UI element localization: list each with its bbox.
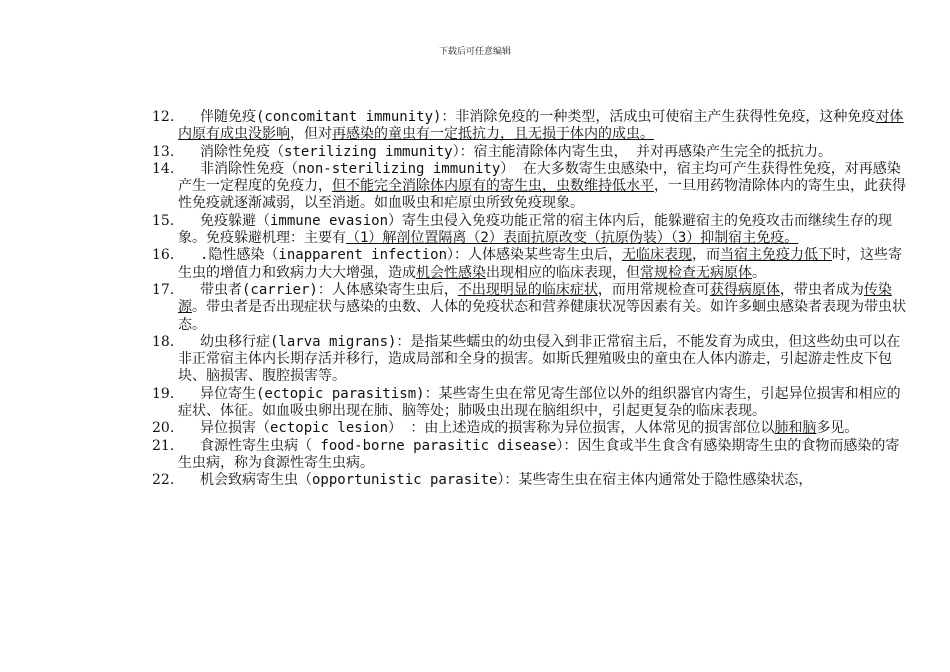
entry-text: 异位损害（ectopic lesion） ：由上述造成的损害称为异位损害，人体常见的损害部位以 xyxy=(200,420,775,437)
definition-entry xyxy=(152,161,912,213)
entry-text: 非消除性免疫（non-sterilizing immunity） 在大多数寄生虫感染中，宿主均可产生获得性免疫，对再感染产生一定程度的免疫力， xyxy=(178,160,901,195)
entry-text: 时，这些寄生虫的增值力和致病力大大增强，造成 xyxy=(178,247,903,281)
entry-text: .隐性感染（inapparent infection）：人体感染某些寄生虫后， xyxy=(200,247,623,264)
entry-number: 16. xyxy=(152,247,175,264)
underlined-text: 传染源 xyxy=(178,281,892,316)
underlined-text: （1）解剖位置隔离（2）表面抗原改变（抗原伪装）（3）抑制宿主免疫。 xyxy=(346,230,799,247)
definition-entry xyxy=(152,472,912,489)
entry-text: ，但对 xyxy=(290,126,332,143)
entry-text: 带虫者(carrier)：人体感染寄生虫后， xyxy=(200,281,458,298)
definition-entry xyxy=(152,247,912,282)
definition-entry xyxy=(152,420,912,437)
entry-text: 免疫躲避（immune evasion）寄生虫侵入免疫功能正常的宿主体内后，能躲避宿主的免疫攻击而继续生存的现象。免疫躲避机理：主要有 xyxy=(178,212,892,247)
entry-text: 幼虫移行症(larva migrans)：是指某些蠕虫的幼虫侵入到非正常宿主后，不能发育为成虫，但这些幼虫可以在非正常宿主体内长期存活并移行，造成局部和全身的损害。如斯氏狸殖吸虫的童虫在人体内游走，引起游走性皮下包块、脑损害、腹腔损害等。 xyxy=(178,333,901,385)
entry-number: 18. xyxy=(152,333,175,350)
entry-text: 伴随免疫(concomitant immunity)：非消除免疫的一种类型，活成虫可使宿主产生获得性免疫，这种免疫 xyxy=(200,109,876,125)
underlined-text: 获得病原体 xyxy=(709,281,780,298)
definition-entry xyxy=(152,282,912,334)
underlined-text: 常规检查无病原体 xyxy=(640,264,752,281)
document-body xyxy=(152,109,912,490)
entry-number: 12. xyxy=(152,109,175,125)
entry-text: 。带虫者是否出现症状与感染的虫数、人体的免疫状态和营养健康状况等因素有关。如许多蛔虫感染者表现为带虫状态。 xyxy=(178,299,906,333)
underlined-text: 肺和脑 xyxy=(774,420,817,437)
entry-number: 15. xyxy=(152,212,175,229)
underlined-text: 再感染的童虫有一定抵抗力，且无损于体内的成虫。 xyxy=(332,126,654,143)
entry-text: 食源性寄生虫病（ food-borne parasitic disease）：因生食或半生食含有感染期寄生虫的食物而感染的寄生虫病，称为食源性寄生虫病。 xyxy=(178,437,900,471)
underlined-text: 但不能完全消除体内原有的寄生虫，虫数维持低水平 xyxy=(332,178,654,195)
underlined-text: 机会性感染 xyxy=(416,264,486,281)
definition-entry xyxy=(152,334,912,386)
definition-entry xyxy=(152,109,912,144)
entry-number: 21. xyxy=(152,437,175,454)
entry-text: 异位寄生(ectopic parasitism)：某些寄生虫在常见寄生部位以外的组织器官内寄生，引起异位损害和相应的症状、体征。如血吸虫卵出现在肺、脑等处；肺吸虫出现在脑组织中，引起更复杂的临床表现。 xyxy=(178,385,901,420)
entry-text: ，一旦用药物清除体内的寄生虫，此获得性免疫就逐渐减弱，以至消逝。如血吸虫和疟原虫所致免疫现象。 xyxy=(178,178,906,212)
entry-text: 。 xyxy=(752,264,766,281)
definition-entry xyxy=(152,386,912,421)
underlined-text: 当宿主免疫力低下 xyxy=(720,247,833,264)
entry-number: 19. xyxy=(152,385,175,402)
entry-number: 17. xyxy=(152,281,175,298)
entry-number: 22. xyxy=(152,472,175,489)
entry-number: 14. xyxy=(152,160,175,177)
definition-entry xyxy=(152,144,912,161)
entry-number: 13. xyxy=(152,143,175,160)
underlined-text: 无临床表现 xyxy=(622,247,693,264)
entry-text: ，而 xyxy=(692,247,721,264)
underlined-text: 对体内原有成虫没影响 xyxy=(178,109,904,143)
entry-text: 消除性免疫（sterilizing immunity）：宿主能清除体内寄生虫， 并对再感染产生完全的抵抗力。 xyxy=(200,143,833,160)
underlined-text: 不出现明显的临床症状 xyxy=(457,281,598,298)
definition-entry xyxy=(152,438,912,473)
entry-text: ，带虫者成为 xyxy=(779,281,864,298)
entry-text: 出现相应的临床表现，但 xyxy=(486,264,640,281)
entry-text: 多见。 xyxy=(816,420,859,437)
definition-entry xyxy=(152,213,912,248)
page-header-note: 下载后可任意编辑 xyxy=(438,47,511,57)
entry-text: 机会致病寄生虫（opportunistic parasite）：某些寄生虫在宿主体内通常处于隐性感染状态， xyxy=(200,472,813,489)
entry-number: 20. xyxy=(152,420,175,437)
entry-text: ，而用常规检查可 xyxy=(597,281,710,298)
